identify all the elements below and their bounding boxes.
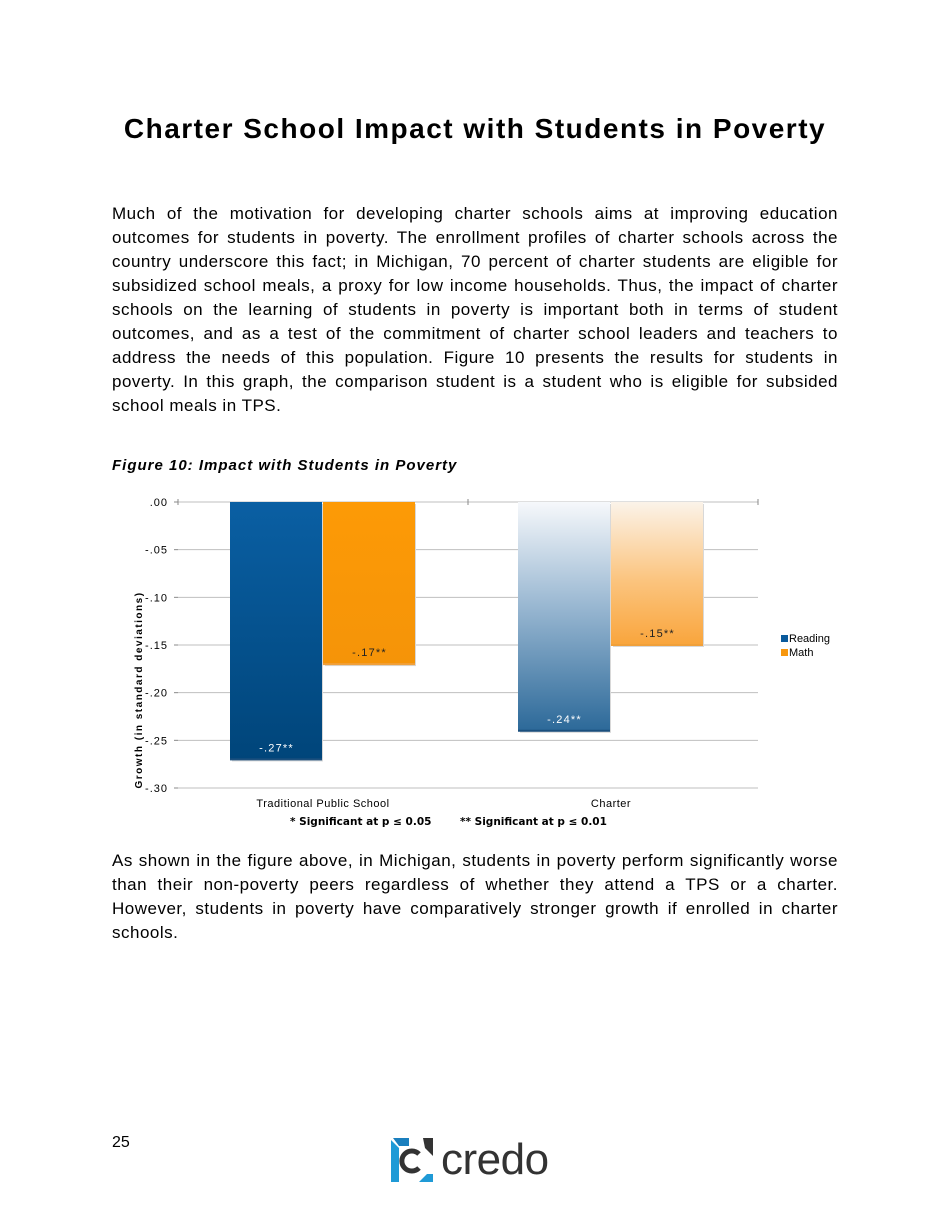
data-label-reading-tps: -.27** bbox=[259, 742, 294, 755]
y-tick-label: -.10 bbox=[145, 592, 168, 605]
bar-reading-charter bbox=[518, 502, 610, 731]
body-paragraph-intro: Much of the motivation for developing charter schools aims at improving education outcomes for students in poverty. The enrollment profiles of charter schools across the country underscore this fact; in Michigan, 70 percent of charter students are eligible for subsidized school meals, a proxy for low income households. Thus, the impact of charter schools on the learning of students in poverty is important both in terms of student outcomes, and as a test of the commitment of charter school leaders and teachers to address the needs of this population. Figure 10 presents the results for students in poverty. In this graph, the comparison student is a student who is eligible for subsided school meals in TPS. bbox=[112, 204, 838, 415]
bar-math-charter bbox=[611, 502, 703, 645]
legend-swatch-reading bbox=[781, 635, 788, 642]
chart-legend bbox=[781, 633, 830, 659]
y-tick-label: -.30 bbox=[145, 783, 168, 795]
y-axis-label: Growth (in standard deviations) bbox=[134, 591, 145, 789]
y-tick-label: .00 bbox=[149, 497, 168, 509]
credo-logo bbox=[385, 1134, 575, 1189]
data-label-math-charter: -.15** bbox=[640, 628, 675, 640]
legend-swatch-math bbox=[781, 649, 788, 656]
bar-reading-tps bbox=[230, 502, 322, 759]
data-label-math-tps: -.17** bbox=[352, 647, 387, 660]
bar-math-tps bbox=[323, 502, 415, 664]
y-tick-label: -.05 bbox=[145, 544, 168, 557]
chart-bars bbox=[230, 502, 704, 761]
y-tick-label: -.15 bbox=[145, 640, 168, 652]
footnote-significance-05: * Significant at p ≤ 0.05 bbox=[290, 816, 432, 828]
x-category-label-charter: Charter bbox=[590, 798, 632, 810]
impact-bar-chart bbox=[112, 485, 832, 830]
body-paragraph-conclusion: As shown in the figure above, in Michigan, students in poverty perform significantly worse than their non-poverty peers regardless of whether they attend a TPS or a charter. However, students in poverty have comparatively stronger growth if enrolled in charter schools. bbox=[112, 851, 838, 942]
y-tick-label: -.20 bbox=[145, 687, 168, 700]
logo-text: credo bbox=[441, 1135, 549, 1184]
y-axis-ticks bbox=[145, 497, 168, 795]
page-number: 25 bbox=[112, 1134, 130, 1151]
x-category-label-tps: Traditional Public School bbox=[256, 798, 390, 810]
footnote-significance-01: ** Significant at p ≤ 0.01 bbox=[460, 816, 607, 828]
data-label-reading-charter: -.24** bbox=[547, 713, 582, 726]
legend-label-math: Math bbox=[789, 647, 814, 659]
page-title: Charter School Impact with Students in Poverty bbox=[123, 113, 827, 144]
legend-label-reading: Reading bbox=[789, 633, 830, 645]
y-tick-label: -.25 bbox=[145, 735, 168, 748]
figure-caption: Figure 10: Impact with Students in Poverty bbox=[112, 457, 458, 474]
